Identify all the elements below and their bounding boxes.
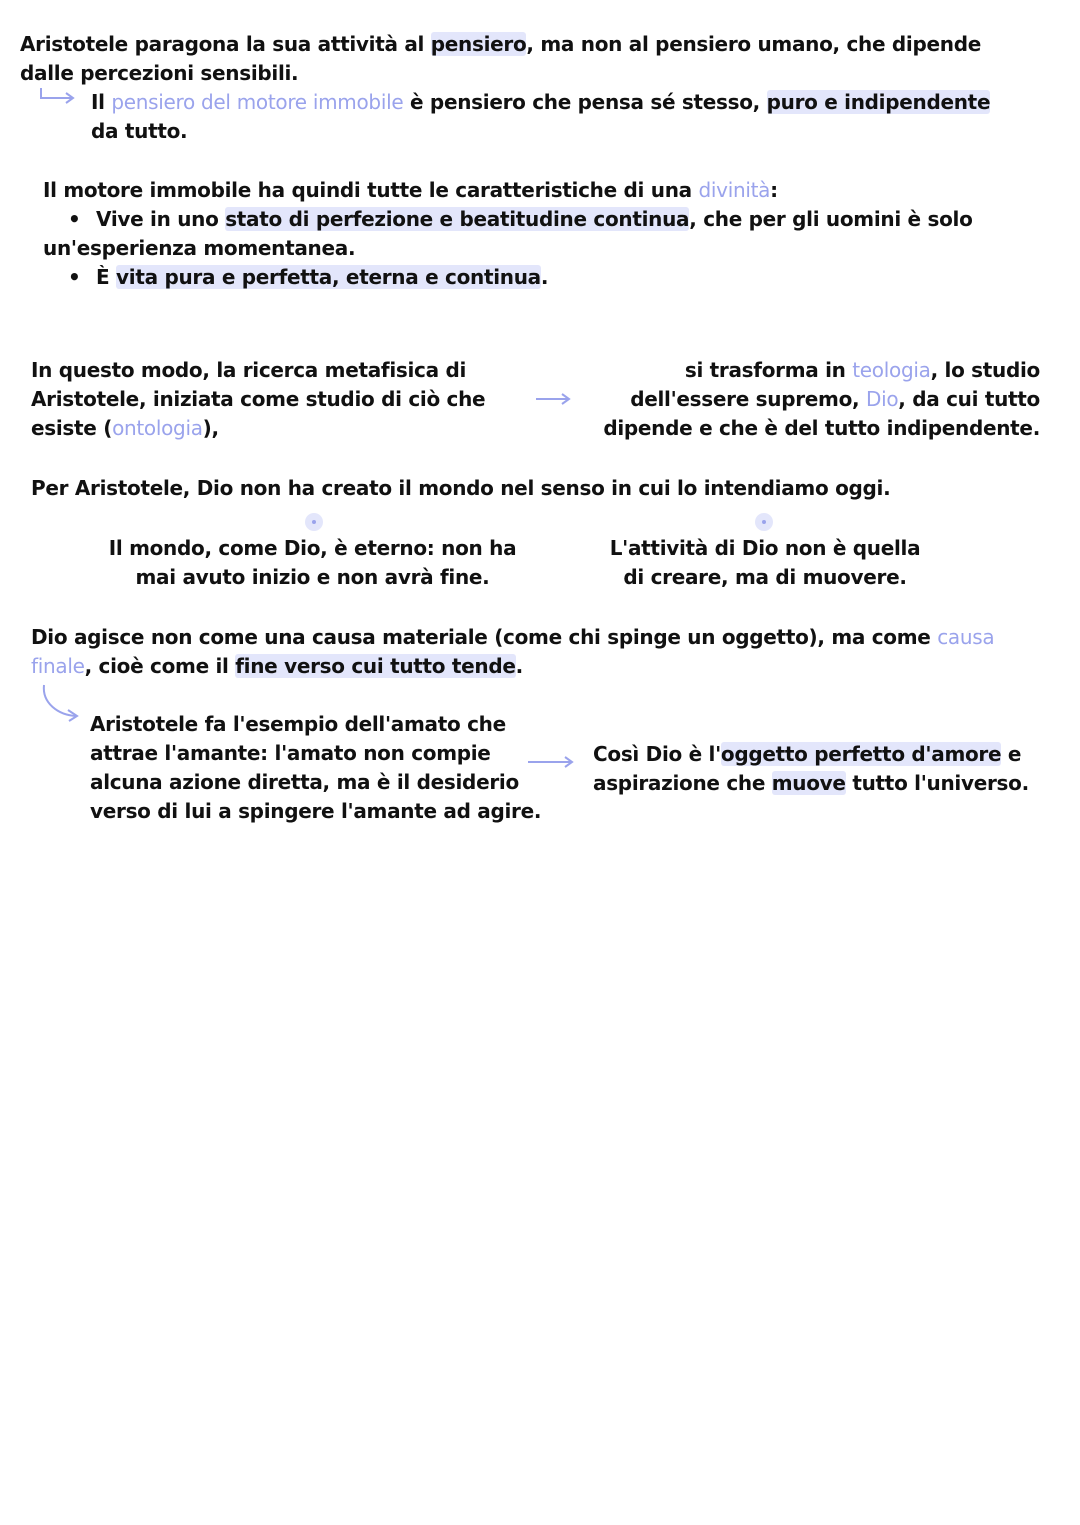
column-left-line2: mai avuto inizio e non avrà fine.	[135, 565, 490, 589]
paragraph-thought: Aristotele paragona la sua attività al pensiero, ma non al pensiero umano, che dipende	[20, 32, 981, 56]
bullet-item-2: È vita pura e perfetta, eterna e continua.	[96, 265, 549, 289]
highlight-oggetto: oggetto perfetto d'amore	[720, 742, 1002, 766]
paragraph-divinity: Il motore immobile ha quindi tutte le caratteristiche di una divinità:	[43, 178, 778, 202]
example-line3: alcuna azione diretta, ma è il desiderio	[90, 770, 519, 794]
dot-marker-left	[305, 513, 323, 531]
paragraph-unmoved-thought-line2: da tutto.	[91, 119, 188, 143]
term-dio: Dio	[865, 387, 899, 411]
highlight-fine: fine verso cui tutto tende	[235, 654, 516, 678]
paragraph-thought-line2: dalle percezioni sensibili.	[20, 61, 299, 85]
example-line2: attrae l'amante: l'amato non compie	[90, 741, 491, 765]
highlight-puro: puro e indipendente	[766, 90, 991, 114]
right-block-line3: dipende e che è del tutto indipendente.	[603, 416, 1040, 440]
term-pensiero-motore: pensiero del motore immobile	[111, 90, 404, 114]
hook-arrow-icon	[38, 86, 78, 106]
right-block-line2: dell'essere supremo, Dio, da cui tutto	[630, 387, 1040, 411]
bullet-item-1: Vive in uno stato di perfezione e beatitudine continua, che per gli uomini è solo	[96, 207, 973, 231]
column-left-line1: Il mondo, come Dio, è eterno: non ha	[108, 536, 517, 560]
paragraph-creation: Per Aristotele, Dio non ha creato il mondo nel senso in cui lo intendiamo oggi.	[31, 476, 891, 500]
curved-arrow-icon	[38, 683, 84, 723]
left-block-line1: In questo modo, la ricerca metafisica di	[31, 358, 467, 382]
right-block-line1: si trasforma in teologia, lo studio	[684, 358, 1040, 382]
arrow-right-icon	[535, 392, 571, 406]
paragraph-unmoved-thought: Il pensiero del motore immobile è pensiero che pensa sé stesso, puro e indipendente	[91, 90, 991, 114]
highlight-stato: stato di perfezione e beatitudine continua	[225, 207, 690, 231]
term-finale: finale	[31, 654, 85, 678]
paragraph-final-cause-line2: finale, cioè come il fine verso cui tutto tende.	[31, 654, 523, 678]
left-block-line2: Aristotele, iniziata come studio di ciò che	[31, 387, 486, 411]
term-teologia: teologia	[852, 358, 931, 382]
left-block-line3: esiste (ontologia),	[31, 416, 219, 440]
bullet-item-1-line2: un'esperienza momentanea.	[43, 236, 356, 260]
arrow-right-icon-2	[527, 755, 575, 769]
conclusion-line1: Così Dio è l'oggetto perfetto d'amore e	[593, 742, 1022, 766]
example-line4: verso di lui a spingere l'amante ad agire.	[90, 799, 542, 823]
conclusion-line2: aspirazione che muove tutto l'universo.	[593, 771, 1029, 795]
dot-marker-right	[755, 513, 773, 531]
highlight-muove: muove	[771, 771, 846, 795]
term-divinita: divinità	[698, 178, 771, 202]
term-ontologia: ontologia	[112, 416, 203, 440]
bullet-dot-2: •	[68, 265, 81, 289]
term-causa: causa	[937, 625, 995, 649]
bullet-dot-1: •	[68, 207, 81, 231]
example-line1: Aristotele fa l'esempio dell'amato che	[90, 712, 506, 736]
paragraph-final-cause: Dio agisce non come una causa materiale (come chi spinge un oggetto), ma come causa	[31, 625, 995, 649]
highlight-vita: vita pura e perfetta, eterna e continua	[116, 265, 541, 289]
column-right-line1: L'attività di Dio non è quella	[609, 536, 921, 560]
highlight-pensiero: pensiero	[430, 32, 527, 56]
column-right-line2: di creare, ma di muovere.	[623, 565, 907, 589]
